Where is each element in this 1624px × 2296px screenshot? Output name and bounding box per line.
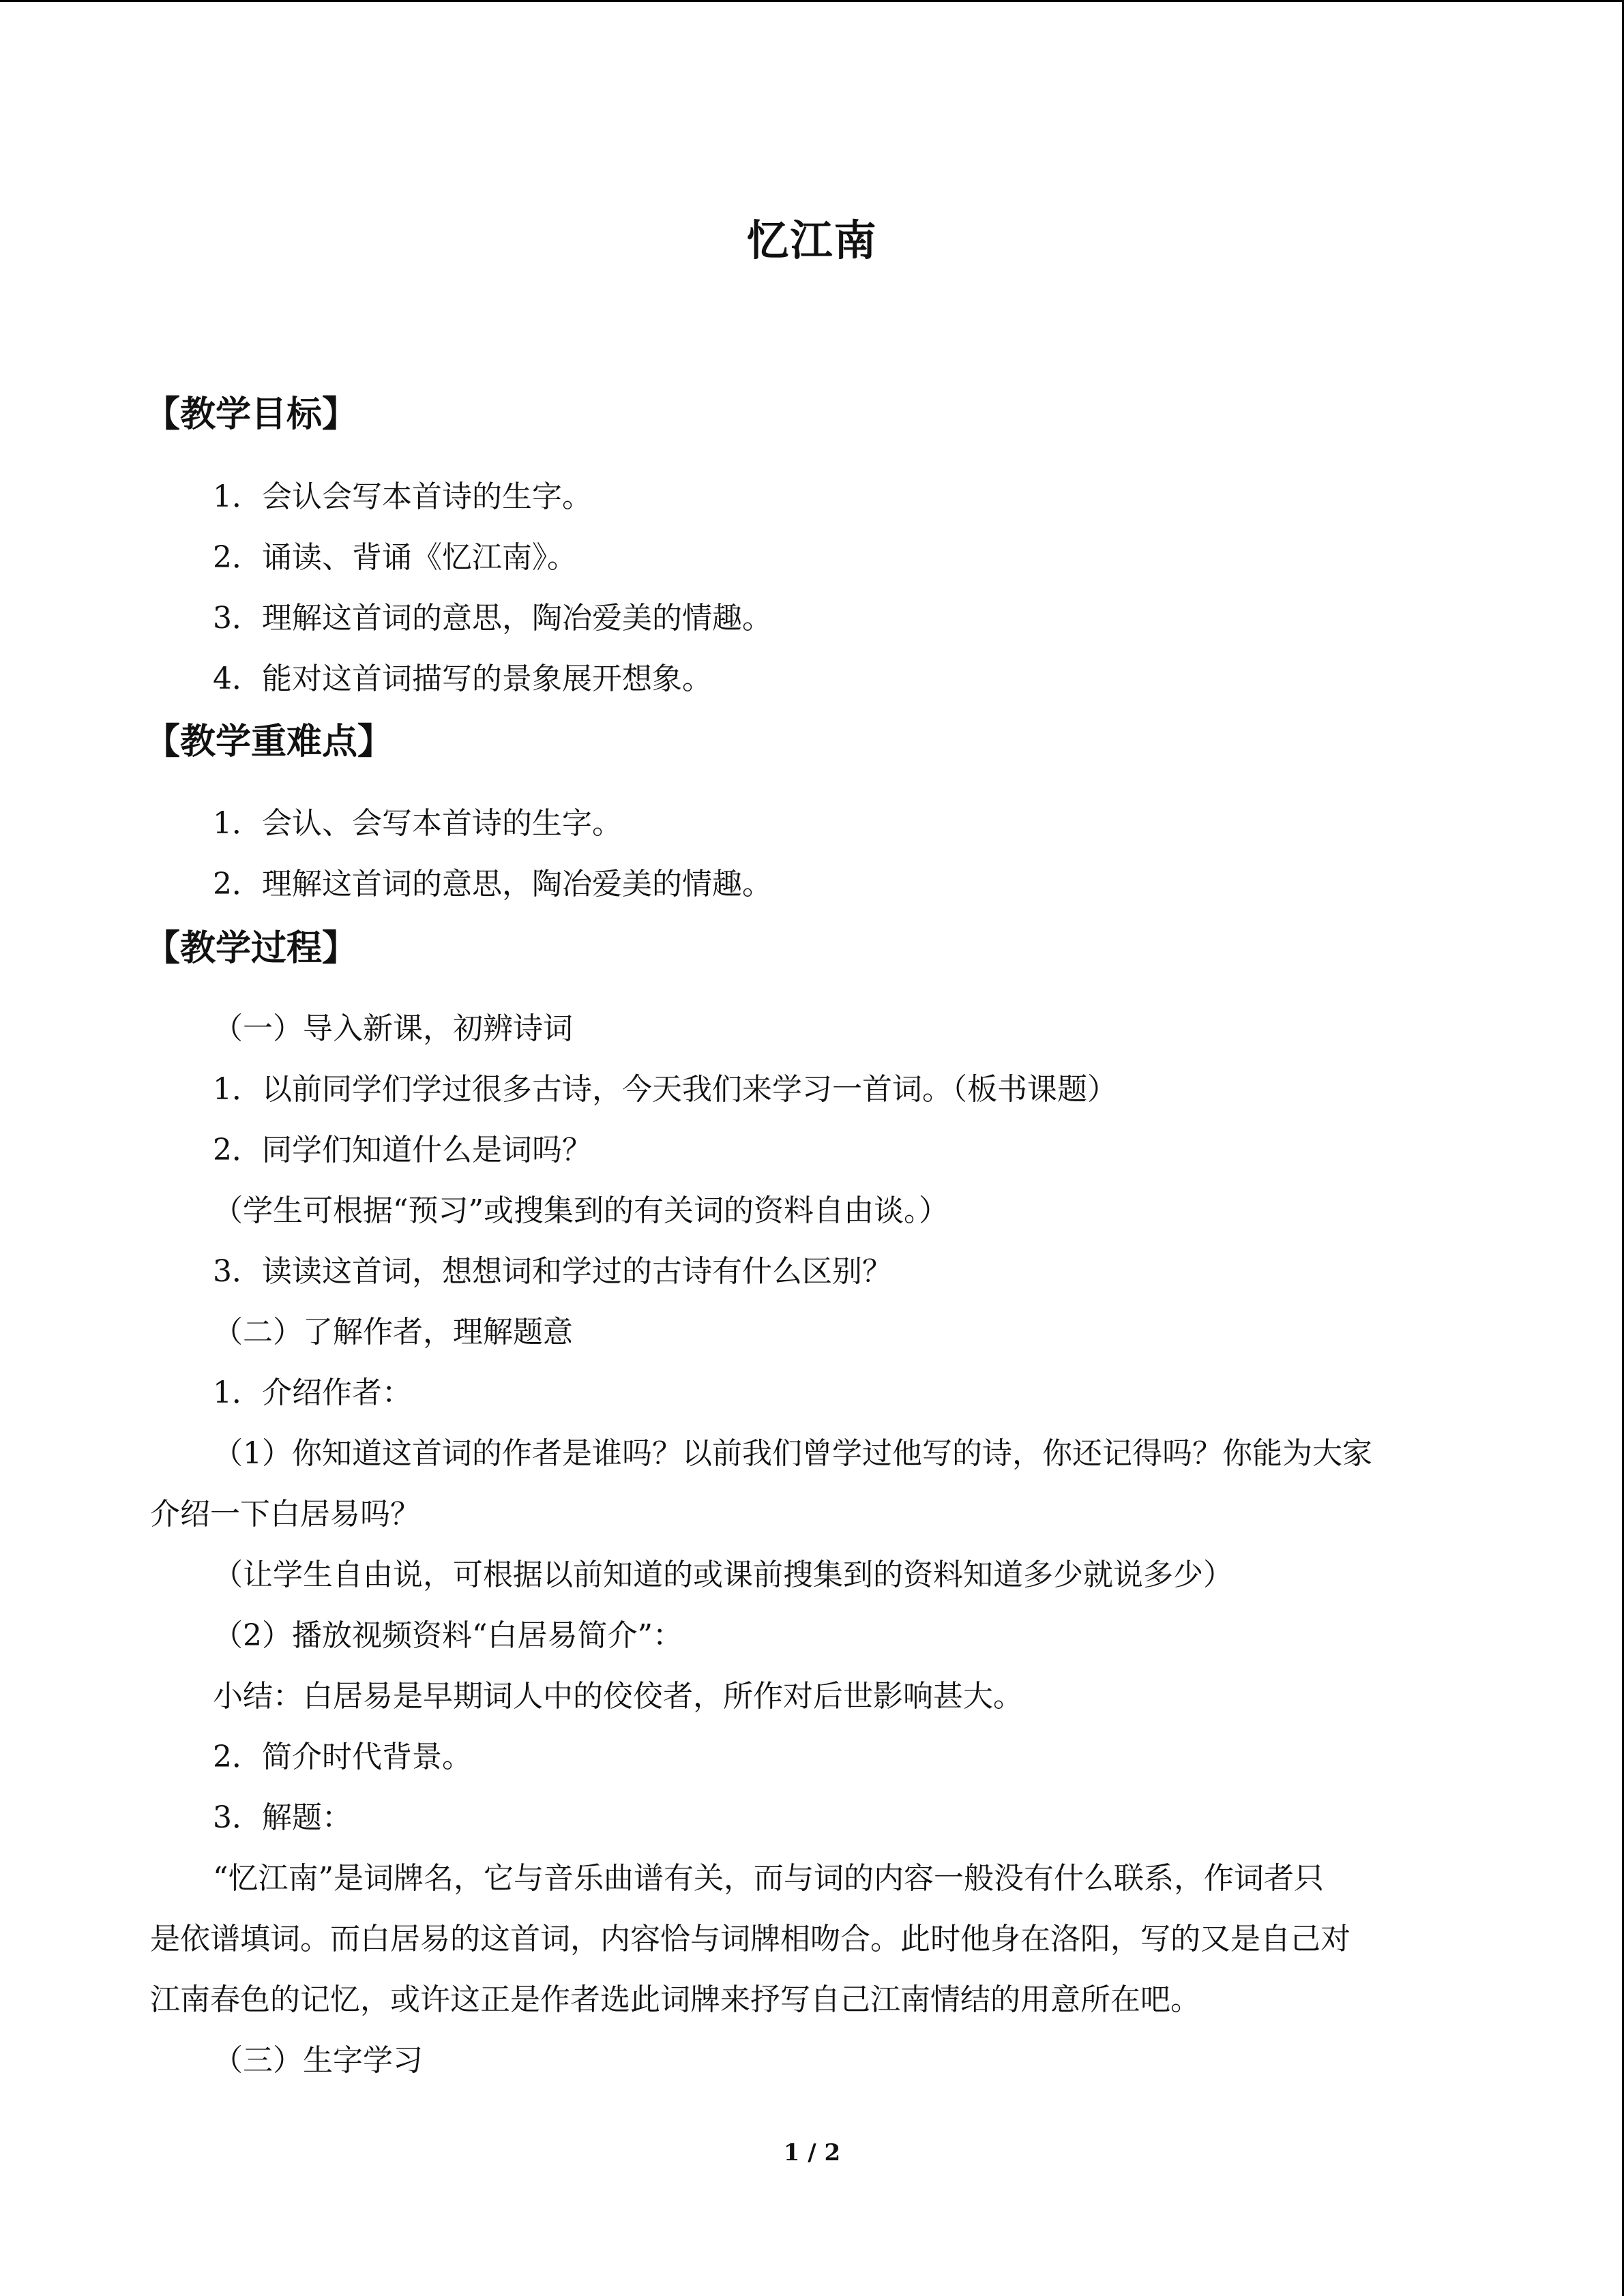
process-line: 3．解题： [213, 1800, 352, 1835]
section-heading-process: 【教学过程】 [145, 928, 358, 969]
process-line: “忆江南”是词牌名，它与音乐曲谱有关，而与词的内容一般没有什么联系，作词者只 [213, 1861, 1324, 1896]
process-line: 江南春色的记忆，或许这正是作者选此词牌来抒写自己江南情结的用意所在吧。 [150, 1982, 1200, 2017]
process-line: 介绍一下白居易吗？ [150, 1497, 420, 1532]
process-line: （让学生自由说，可根据以前知道的或课前搜集到的资料知道多少就说多少） [213, 1557, 1233, 1592]
process-line: 1．以前同学们学过很多古诗，今天我们来学习一首词。（板书课题） [213, 1072, 1117, 1107]
key-point-item: 1．会认、会写本首诗的生字。 [213, 806, 622, 841]
process-line: （一）导入新课，初辨诗词 [213, 1011, 573, 1046]
objective-item: 4．能对这首词描写的景象展开想象。 [213, 661, 712, 696]
section-heading-key-points: 【教学重难点】 [145, 721, 394, 762]
key-point-item: 2．理解这首词的意思，陶冶爱美的情趣。 [213, 867, 772, 901]
document-title: 忆江南 [746, 215, 878, 265]
process-line: 1．介绍作者： [213, 1375, 412, 1410]
process-line: 3．读读这首词，想想词和学过的古诗有什么区别？ [213, 1254, 892, 1289]
section-heading-objectives: 【教学目标】 [145, 394, 358, 435]
process-line: 2．同学们知道什么是词吗？ [213, 1133, 592, 1167]
page-number: 1 / 2 [783, 2139, 841, 2166]
objective-item: 1．会认会写本首诗的生字。 [213, 479, 592, 514]
process-line: （2）播放视频资料“白居易简介”： [213, 1618, 683, 1653]
process-line: 小结：白居易是早期词人中的佼佼者，所作对后世影响甚大。 [213, 1679, 1023, 1714]
process-line: （二）了解作者，理解题意 [213, 1315, 573, 1350]
process-line: （学生可根据“预习”或搜集到的有关词的资料自由谈。） [213, 1193, 949, 1228]
process-line: 是依谱填词。而白居易的这首词，内容恰与词牌相吻合。此时他身在洛阳，写的又是自己对 [150, 1922, 1350, 1956]
process-line: （1）你知道这首词的作者是谁吗？以前我们曾学过他写的诗，你还记得吗？你能为大家 [213, 1436, 1372, 1471]
objective-item: 3．理解这首词的意思，陶冶爱美的情趣。 [213, 601, 772, 636]
process-line: 2．简介时代背景。 [213, 1740, 472, 1774]
objective-item: 2．诵读、背诵《忆江南》。 [213, 540, 577, 575]
process-line: （三）生字学习 [213, 2043, 423, 2078]
